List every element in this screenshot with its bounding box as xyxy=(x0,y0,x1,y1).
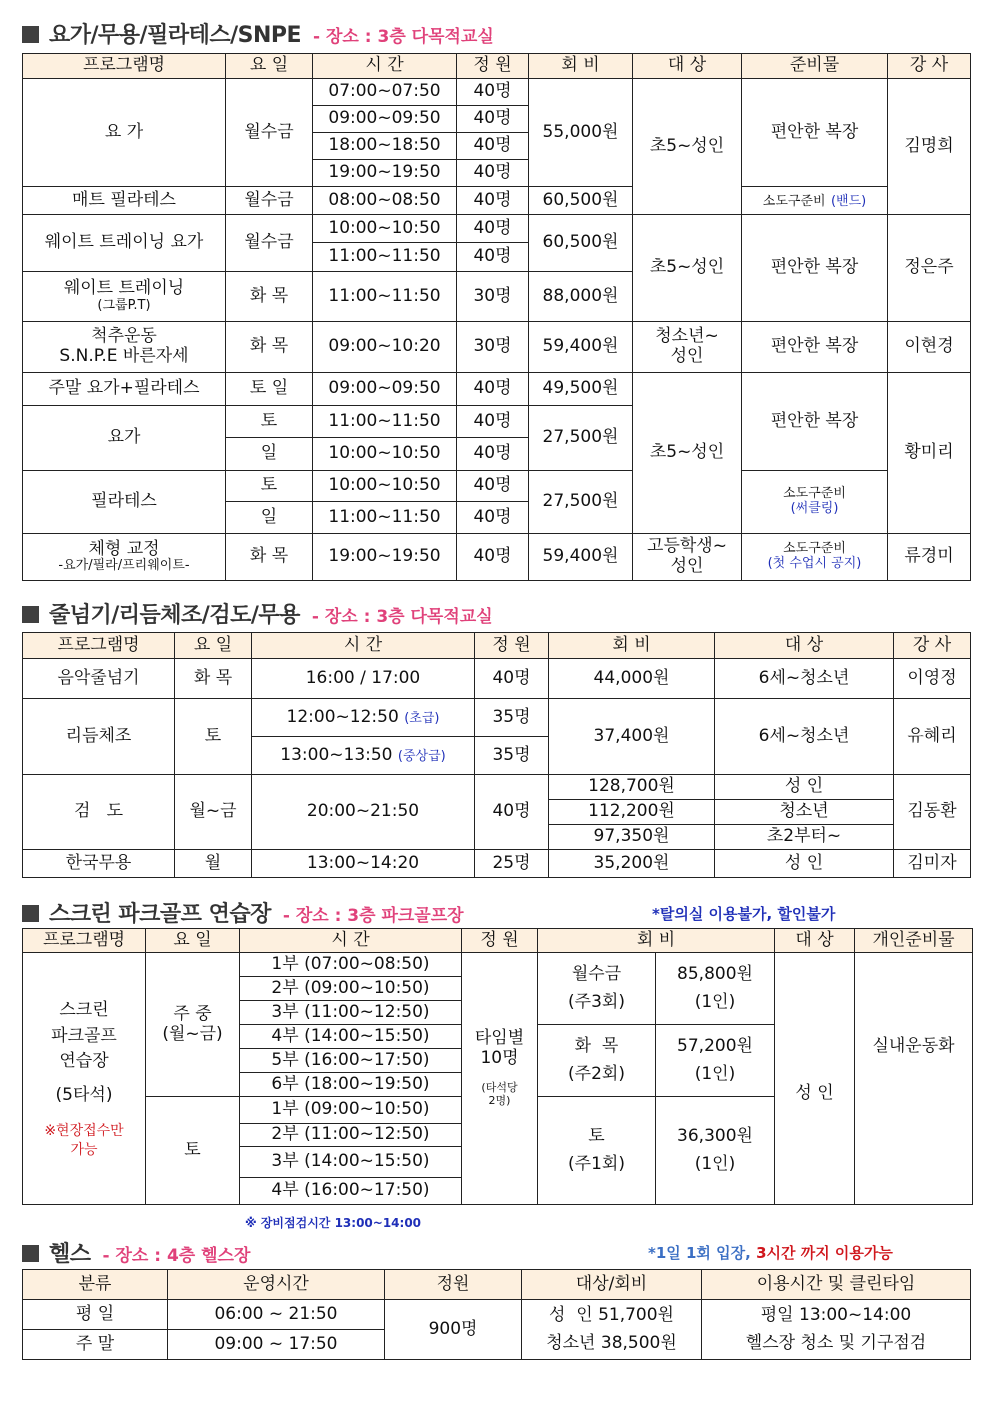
fee: 35,200원 xyxy=(549,850,715,878)
header-program: 프로그램명 xyxy=(23,54,226,79)
golf-note: *탈의실 이용불가, 할인불가 xyxy=(652,905,836,923)
health-table xyxy=(22,1269,971,1360)
instructor: 황미리 xyxy=(888,373,971,534)
table-row xyxy=(23,187,971,215)
prep: 소도구준비 (밴드) xyxy=(742,187,888,215)
fee: 60,500원 xyxy=(529,215,633,272)
capacity: 40명 xyxy=(475,659,549,699)
fee: 57,200원 (1인) xyxy=(656,1025,775,1097)
table-row xyxy=(23,471,971,502)
capacity: 35명 xyxy=(475,737,549,775)
time: 09:00~09:50 xyxy=(313,106,457,133)
days: 화 목 xyxy=(175,659,252,699)
header-capacity: 정 원 xyxy=(457,54,529,79)
capacity: 40명 xyxy=(457,438,529,471)
hours: 06:00 ~ 21:50 xyxy=(168,1300,385,1330)
fee: 성 인 51,700원 청소년 38,500원 xyxy=(522,1300,702,1360)
prep: 실내운동화 xyxy=(855,953,973,1205)
target: 초2부터~ xyxy=(715,825,894,850)
days: 월수금 xyxy=(226,215,313,272)
program-name: 검 도 xyxy=(23,775,175,850)
header-fee: 회 비 xyxy=(529,54,633,79)
header-fee: 회 비 xyxy=(549,633,715,659)
square-bullet-icon xyxy=(22,1245,39,1262)
fee: 59,400원 xyxy=(529,322,633,373)
fee: 59,400원 xyxy=(529,534,633,581)
days: 월 xyxy=(175,850,252,878)
time: 19:00~19:50 xyxy=(313,160,457,187)
hours: 09:00 ~ 17:50 xyxy=(168,1330,385,1360)
header-capacity: 정원 xyxy=(385,1270,522,1300)
prep: 편안한 복장 xyxy=(742,79,888,187)
program-name: 요 가 xyxy=(23,79,226,187)
capacity: 40명 xyxy=(457,406,529,438)
header-days: 요 일 xyxy=(226,54,313,79)
square-bullet-icon xyxy=(22,905,39,922)
days: 화 목 xyxy=(226,272,313,322)
time: 10:00~10:50 xyxy=(313,438,457,471)
time: 10:00~10:50 xyxy=(313,215,457,243)
header-instructor: 강 사 xyxy=(888,54,971,79)
capacity: 40명 xyxy=(457,502,529,534)
time-slot: 2부 (11:00~12:50) xyxy=(240,1124,462,1147)
header-program: 프로그램명 xyxy=(23,929,146,953)
days: 토 xyxy=(226,406,313,438)
time: 10:00~10:50 xyxy=(313,471,457,502)
capacity: 30명 xyxy=(457,272,529,322)
time: 20:00~21:50 xyxy=(252,775,475,850)
time: 07:00~07:50 xyxy=(313,79,457,106)
capacity: 40명 xyxy=(457,133,529,160)
table-row xyxy=(23,1300,971,1330)
target: 성 인 xyxy=(715,850,894,878)
days: 화 목 xyxy=(226,534,313,581)
program-name: 한국무용 xyxy=(23,850,175,878)
header-prep: 개인준비물 xyxy=(855,929,973,953)
header-days: 요 일 xyxy=(146,929,240,953)
fee: 60,500원 xyxy=(529,187,633,215)
table-header xyxy=(23,633,971,659)
program-name: 웨이트 트레이닝 (그룹P.T) xyxy=(23,272,226,322)
header-days: 요 일 xyxy=(175,633,252,659)
header-prep: 준비물 xyxy=(742,54,888,79)
section-title-rope: 줄넘기/리듬체조/검도/무용 - 장소 : 3층 다목적교실 xyxy=(22,598,493,629)
instructor: 류경미 xyxy=(888,534,971,581)
instructor: 이현경 xyxy=(888,322,971,373)
fee: 37,400원 xyxy=(549,699,715,775)
target: 초5~성인 xyxy=(633,215,742,322)
program-name: 리듬체조 xyxy=(23,699,175,775)
type: 평 일 xyxy=(23,1300,168,1330)
fee: 88,000원 xyxy=(529,272,633,322)
days: 토 xyxy=(146,1097,240,1205)
instructor: 정은주 xyxy=(888,215,971,322)
target: 6세~청소년 xyxy=(715,659,894,699)
target: 초5~성인 xyxy=(633,373,742,534)
prep: 소도구준비 (첫 수업시 공지) xyxy=(742,534,888,581)
maintenance-note: ※ 장비점검시간 13:00~14:00 xyxy=(245,1216,422,1230)
capacity: 40명 xyxy=(457,79,529,106)
target: 성 인 xyxy=(775,953,855,1205)
days: 일 xyxy=(226,438,313,471)
capacity: 타임별 10명 (타석당 2명) xyxy=(462,953,538,1205)
health-note: *1일 1회 입장, 3시간 까지 이용가능 xyxy=(648,1244,893,1262)
target: 고등학생~ 성인 xyxy=(633,534,742,581)
yoga-table xyxy=(22,53,971,581)
time: 13:00~13:50 (중상급) xyxy=(252,737,475,775)
fee-days: 토 (주1회) xyxy=(538,1097,656,1205)
table-header xyxy=(23,1270,971,1300)
time: 11:00~11:50 xyxy=(313,406,457,438)
time: 11:00~11:50 xyxy=(313,272,457,322)
capacity: 35명 xyxy=(475,699,549,737)
instructor: 김명희 xyxy=(888,79,971,215)
target: 청소년~ 성인 xyxy=(633,322,742,373)
fee-days: 화 목 (주2회) xyxy=(538,1025,656,1097)
target: 초5~성인 xyxy=(633,79,742,215)
instructor: 김동환 xyxy=(894,775,971,850)
program-name: 웨이트 트레이닝 요가 xyxy=(23,215,226,272)
days: 토 xyxy=(175,699,252,775)
capacity: 40명 xyxy=(457,106,529,133)
table-header xyxy=(23,54,971,79)
rope-table xyxy=(22,632,971,878)
table-row xyxy=(23,699,971,737)
time: 13:00~14:20 xyxy=(252,850,475,878)
table-row xyxy=(23,534,971,581)
capacity: 40명 xyxy=(457,243,529,272)
fee: 27,500원 xyxy=(529,471,633,534)
target: 청소년 xyxy=(715,800,894,825)
square-bullet-icon xyxy=(22,606,39,623)
fee: 128,700원 xyxy=(549,775,715,800)
program-name: 음악줄넘기 xyxy=(23,659,175,699)
type: 주 말 xyxy=(23,1330,168,1360)
time-slot: 1부 (07:00~08:50) xyxy=(240,953,462,977)
days: 주 중 (월~금) xyxy=(146,953,240,1097)
time: 12:00~12:50 (초급) xyxy=(252,699,475,737)
section-title-health: 헬스 - 장소 : 4층 헬스장 xyxy=(22,1237,250,1268)
program-name: 스크린 파크골프 연습장 (5타석) ※현장접수만 가능 xyxy=(23,953,146,1205)
header-type: 분류 xyxy=(23,1270,168,1300)
capacity: 40명 xyxy=(457,471,529,502)
days: 일 xyxy=(226,502,313,534)
program-name: 필라테스 xyxy=(23,471,226,534)
header-capacity: 정 원 xyxy=(475,633,549,659)
table-row xyxy=(23,322,971,373)
table-row xyxy=(23,850,971,878)
header-program: 프로그램명 xyxy=(23,633,175,659)
fee: 49,500원 xyxy=(529,373,633,406)
table-row xyxy=(23,373,971,406)
header-target: 대 상 xyxy=(775,929,855,953)
time-slot: 1부 (09:00~10:50) xyxy=(240,1097,462,1124)
table-row xyxy=(23,953,973,977)
program-name: 체형 교정 -요가/필라/프리웨이트- xyxy=(23,534,226,581)
header-target: 대 상 xyxy=(633,54,742,79)
days: 토 xyxy=(226,471,313,502)
program-name: 매트 필라테스 xyxy=(23,187,226,215)
capacity: 900명 xyxy=(385,1300,522,1360)
header-time: 시 간 xyxy=(240,929,462,953)
table-row xyxy=(23,215,971,243)
days: 월수금 xyxy=(226,79,313,187)
time: 08:00~08:50 xyxy=(313,187,457,215)
days: 월~금 xyxy=(175,775,252,850)
header-time: 시 간 xyxy=(313,54,457,79)
table-header xyxy=(23,929,973,953)
fee: 97,350원 xyxy=(549,825,715,850)
header-time: 시 간 xyxy=(252,633,475,659)
fee: 36,300원 (1인) xyxy=(656,1097,775,1205)
fee: 85,800원 (1인) xyxy=(656,953,775,1025)
time: 18:00~18:50 xyxy=(313,133,457,160)
time: 19:00~19:50 xyxy=(313,534,457,581)
days: 화 목 xyxy=(226,322,313,373)
fee: 112,200원 xyxy=(549,800,715,825)
program-name: 척추운동 S.N.P.E 바른자세 xyxy=(23,322,226,373)
time: 11:00~11:50 xyxy=(313,243,457,272)
capacity: 40명 xyxy=(457,160,529,187)
time-slot: 3부 (11:00~12:50) xyxy=(240,1001,462,1025)
capacity: 40명 xyxy=(457,373,529,406)
prep: 편안한 복장 xyxy=(742,215,888,322)
prep: 편안한 복장 xyxy=(742,373,888,471)
section-title-yoga: 요가/무용/필라테스/SNPE - 장소 : 3층 다목적교실 xyxy=(22,18,494,49)
instructor: 김미자 xyxy=(894,850,971,878)
section-title-golf: 스크린 파크골프 연습장 - 장소 : 3층 파크골프장 xyxy=(22,897,464,928)
time-slot: 4부 (16:00~17:50) xyxy=(240,1178,462,1205)
days: 토 일 xyxy=(226,373,313,406)
program-name: 주말 요가+필라테스 xyxy=(23,373,226,406)
square-bullet-icon xyxy=(22,26,39,43)
capacity: 25명 xyxy=(475,850,549,878)
header-instructor: 강 사 xyxy=(894,633,971,659)
instructor: 이영정 xyxy=(894,659,971,699)
header-clean: 이용시간 및 클린타임 xyxy=(702,1270,971,1300)
time-slot: 2부 (09:00~10:50) xyxy=(240,977,462,1001)
capacity: 40명 xyxy=(457,215,529,243)
target: 6세~청소년 xyxy=(715,699,894,775)
days: 월수금 xyxy=(226,187,313,215)
table-row xyxy=(23,775,971,800)
program-name: 요가 xyxy=(23,406,226,471)
target: 성 인 xyxy=(715,775,894,800)
onsite-only-note: ※현장접수만 가능 xyxy=(44,1123,124,1158)
table-row xyxy=(23,79,971,106)
capacity: 30명 xyxy=(457,322,529,373)
header-fee: 회 비 xyxy=(538,929,775,953)
fee: 44,000원 xyxy=(549,659,715,699)
golf-table xyxy=(22,928,973,1205)
prep: 소도구준비 (써클링) xyxy=(742,471,888,534)
fee-days: 월수금 (주3회) xyxy=(538,953,656,1025)
clean-time: 평일 13:00~14:00 헬스장 청소 및 기구점검 xyxy=(702,1300,971,1360)
prep: 편안한 복장 xyxy=(742,322,888,373)
header-target: 대 상 xyxy=(715,633,894,659)
capacity: 40명 xyxy=(475,775,549,850)
time: 09:00~10:20 xyxy=(313,322,457,373)
fee: 27,500원 xyxy=(529,406,633,471)
time-slot: 6부 (18:00~19:50) xyxy=(240,1073,462,1097)
time: 09:00~09:50 xyxy=(313,373,457,406)
table-row xyxy=(23,659,971,699)
time: 16:00 / 17:00 xyxy=(252,659,475,699)
time-slot: 5부 (16:00~17:50) xyxy=(240,1049,462,1073)
header-fee: 대상/회비 xyxy=(522,1270,702,1300)
capacity: 40명 xyxy=(457,534,529,581)
fee: 55,000원 xyxy=(529,79,633,187)
capacity: 40명 xyxy=(457,187,529,215)
time-slot: 4부 (14:00~15:50) xyxy=(240,1025,462,1049)
instructor: 유혜리 xyxy=(894,699,971,775)
time: 11:00~11:50 xyxy=(313,502,457,534)
header-capacity: 정 원 xyxy=(462,929,538,953)
header-hours: 운영시간 xyxy=(168,1270,385,1300)
time-slot: 3부 (14:00~15:50) xyxy=(240,1147,462,1178)
